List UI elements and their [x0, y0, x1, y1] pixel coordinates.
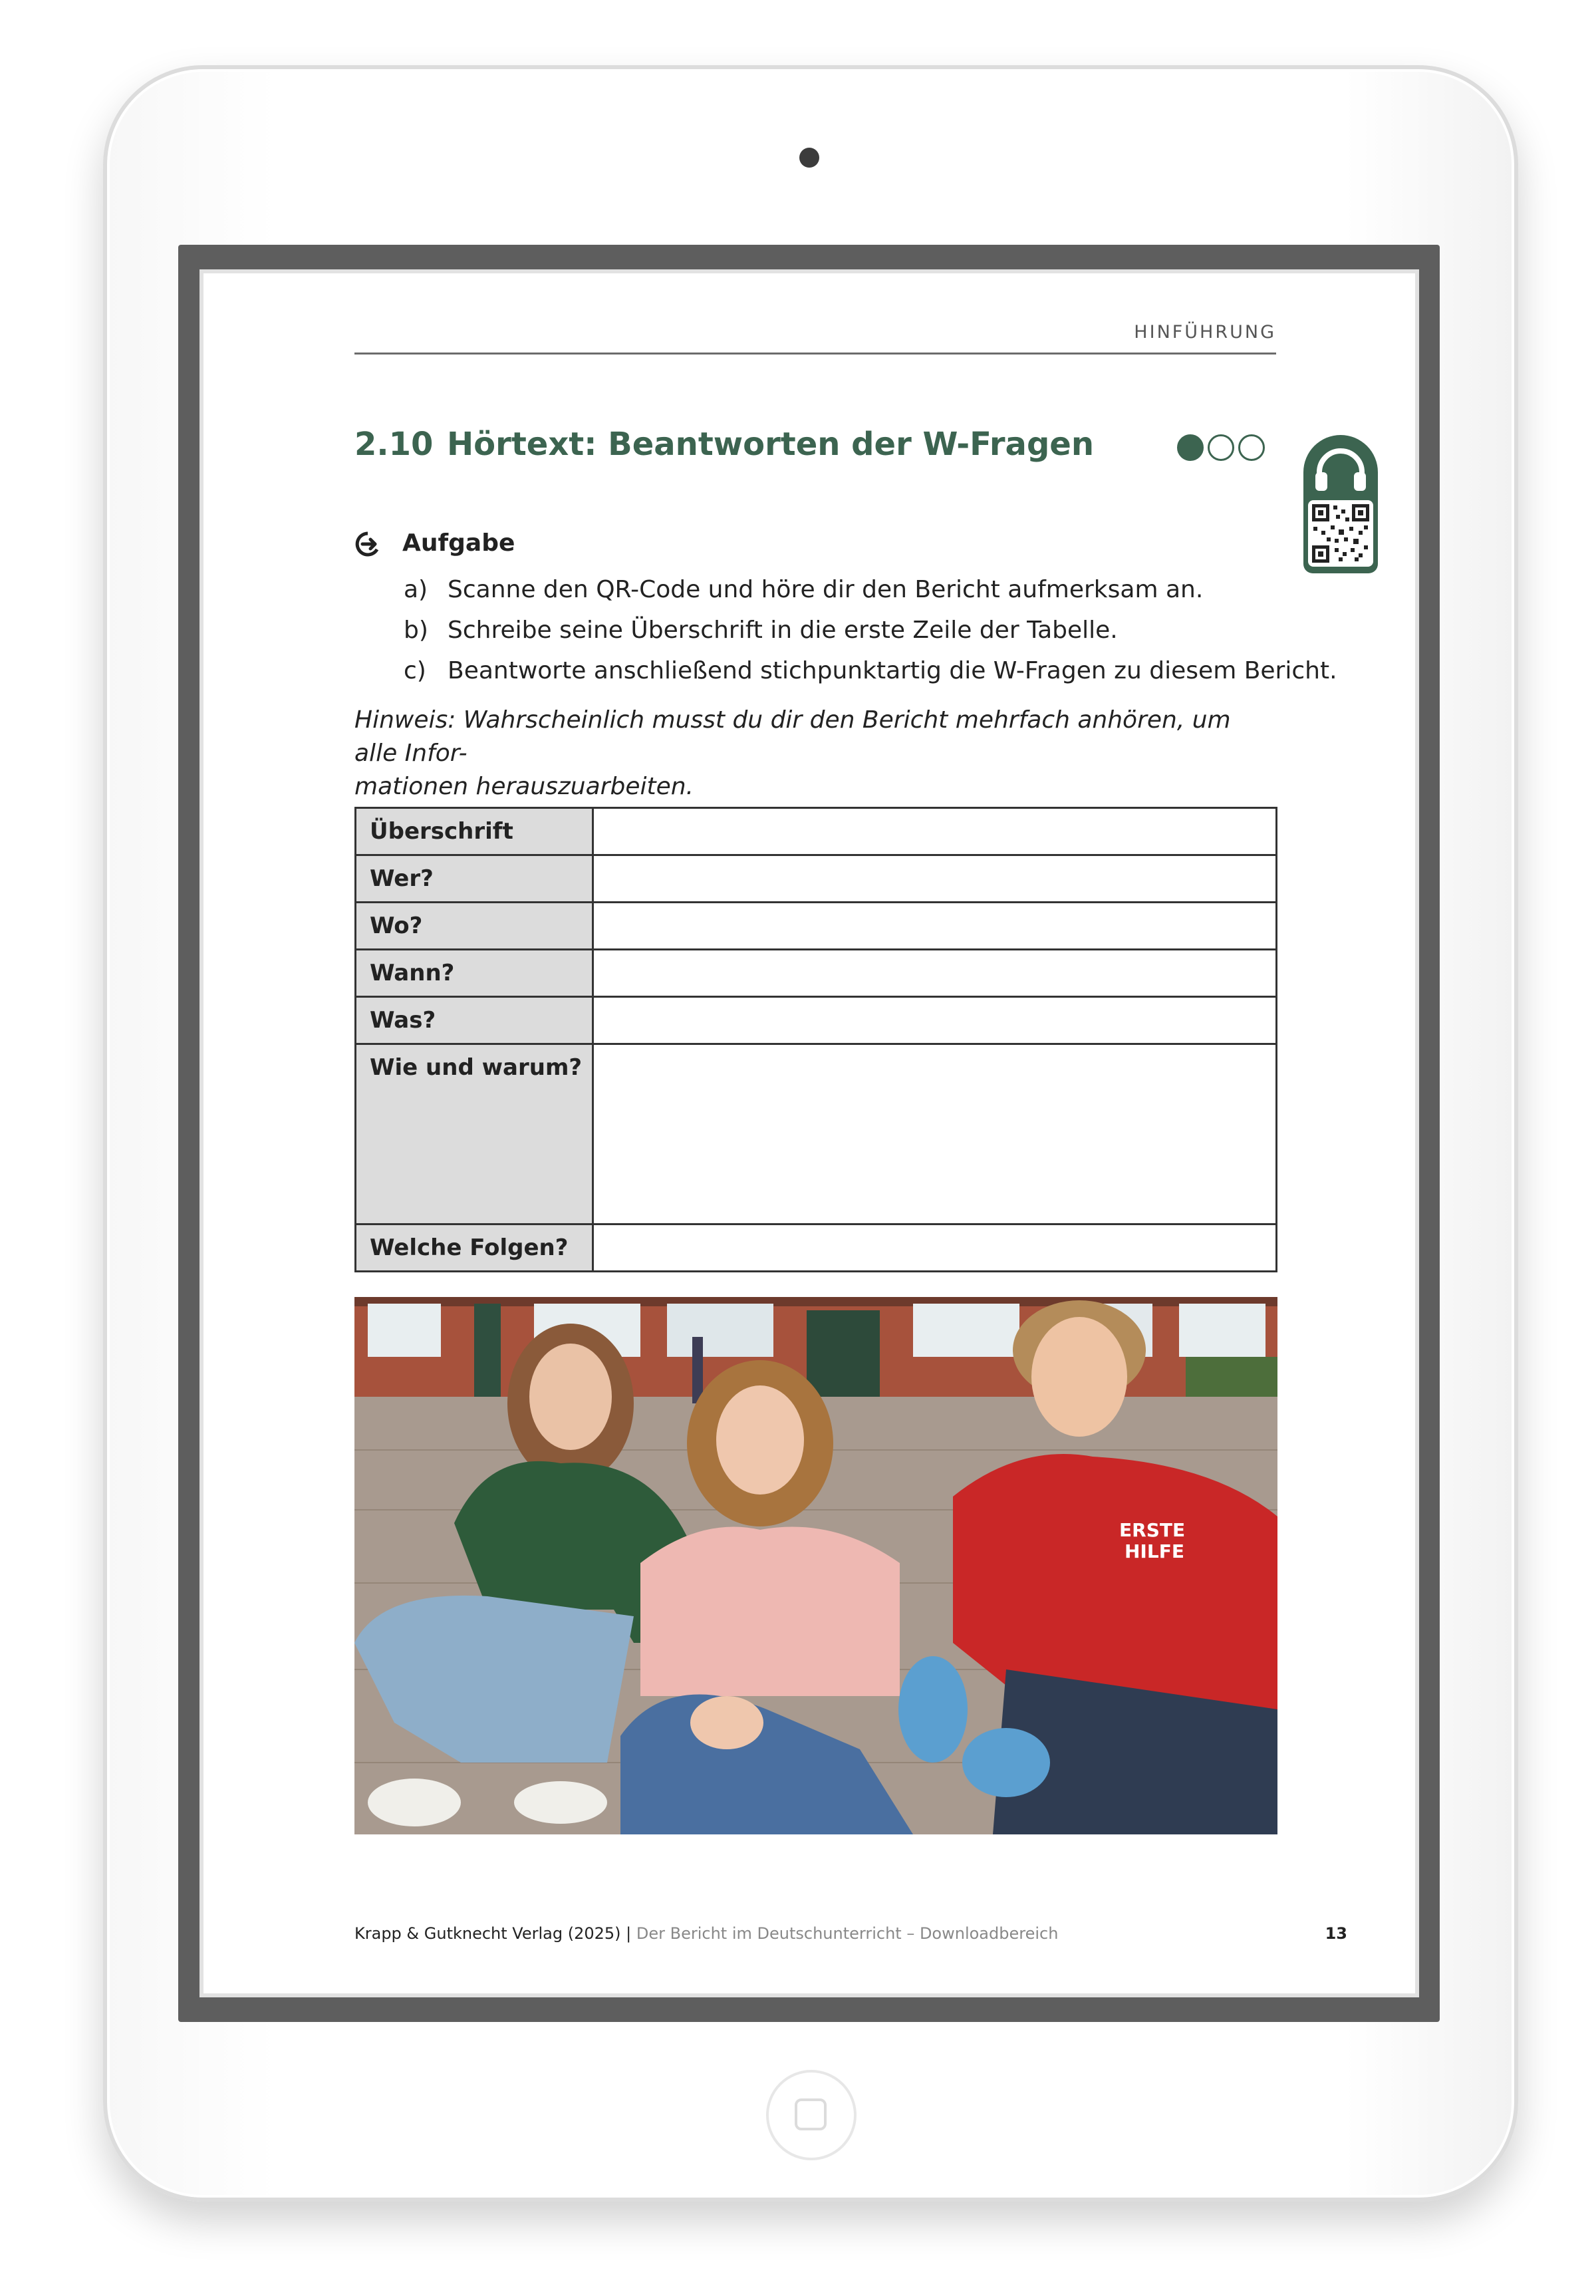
- footer-book-title: Der Bericht im Deutschunterricht – Downloadbereich: [636, 1924, 1059, 1943]
- footer-publisher: Krapp & Gutknecht Verlag (2025) |: [354, 1924, 632, 1943]
- table-row: [356, 950, 1277, 997]
- hint-text: [354, 704, 1280, 803]
- task-item: [404, 576, 1203, 603]
- task-item: [404, 617, 1118, 644]
- answer-cell[interactable]: [593, 1224, 1277, 1272]
- page-number: 13: [1325, 1924, 1347, 1943]
- answer-cell[interactable]: [593, 808, 1277, 855]
- table-row: [356, 808, 1277, 855]
- row-label: Überschrift: [356, 808, 593, 855]
- task-item-text: Beantworte anschließend stichpunktartig die W-Fragen zu diesem Bericht.: [448, 657, 1337, 684]
- footer-credit: [354, 1924, 1058, 1943]
- hint-line: Hinweis: Wahrscheinlich musst du dir den Bericht mehrfach anhören, um alle Infor-: [354, 706, 1231, 767]
- qr-code-icon[interactable]: [1308, 500, 1373, 567]
- row-label: Welche Folgen?: [356, 1224, 593, 1272]
- task-item-text: Schreibe seine Überschrift in die erste Zeile der Tabelle.: [448, 617, 1118, 644]
- camera-dot: [799, 148, 819, 168]
- difficulty-dot-empty: [1238, 434, 1265, 461]
- difficulty-dot-empty: [1208, 434, 1234, 461]
- shirt-text-line1: ERSTE: [1119, 1519, 1186, 1541]
- shirt-text-line2: HILFE: [1125, 1540, 1184, 1562]
- answer-cell[interactable]: [593, 997, 1277, 1044]
- task-label: Aufgabe: [402, 529, 515, 557]
- difficulty-dot-filled: [1177, 434, 1204, 461]
- row-label: Wer?: [356, 855, 593, 903]
- row-label: Wann?: [356, 950, 593, 997]
- task-item: [404, 657, 1337, 684]
- table-row: [356, 997, 1277, 1044]
- home-button-icon: [795, 2098, 827, 2130]
- task-item-letter: a): [404, 576, 428, 603]
- row-label: Wo?: [356, 903, 593, 950]
- section-label: HINFÜHRUNG: [1134, 322, 1276, 343]
- running-head: [354, 322, 1276, 355]
- answer-cell[interactable]: [593, 855, 1277, 903]
- first-aid-photo: [354, 1297, 1277, 1834]
- answer-cell[interactable]: [593, 950, 1277, 997]
- table-row: [356, 903, 1277, 950]
- table-row: [356, 1044, 1277, 1224]
- answer-cell[interactable]: [593, 1044, 1277, 1224]
- hint-line: mationen herauszuarbeiten.: [354, 773, 694, 800]
- task-item-letter: c): [404, 657, 426, 684]
- task-item-text: Scanne den QR-Code und höre dir den Bericht aufmerksam an.: [448, 576, 1204, 603]
- page-title: Hörtext: Beantworten der W-Fragen: [447, 426, 1095, 463]
- title-number: 2.10: [354, 426, 434, 463]
- row-label: Wie und warum?: [356, 1044, 593, 1224]
- difficulty-indicator: [1177, 434, 1265, 461]
- w-questions-table: [354, 807, 1277, 1272]
- task-item-letter: b): [404, 617, 428, 644]
- arrow-right-circle-icon: [354, 531, 381, 557]
- headphones-icon: [1311, 446, 1370, 497]
- table-row: [356, 1224, 1277, 1272]
- row-label: Was?: [356, 997, 593, 1044]
- answer-cell[interactable]: [593, 903, 1277, 950]
- table-row: [356, 855, 1277, 903]
